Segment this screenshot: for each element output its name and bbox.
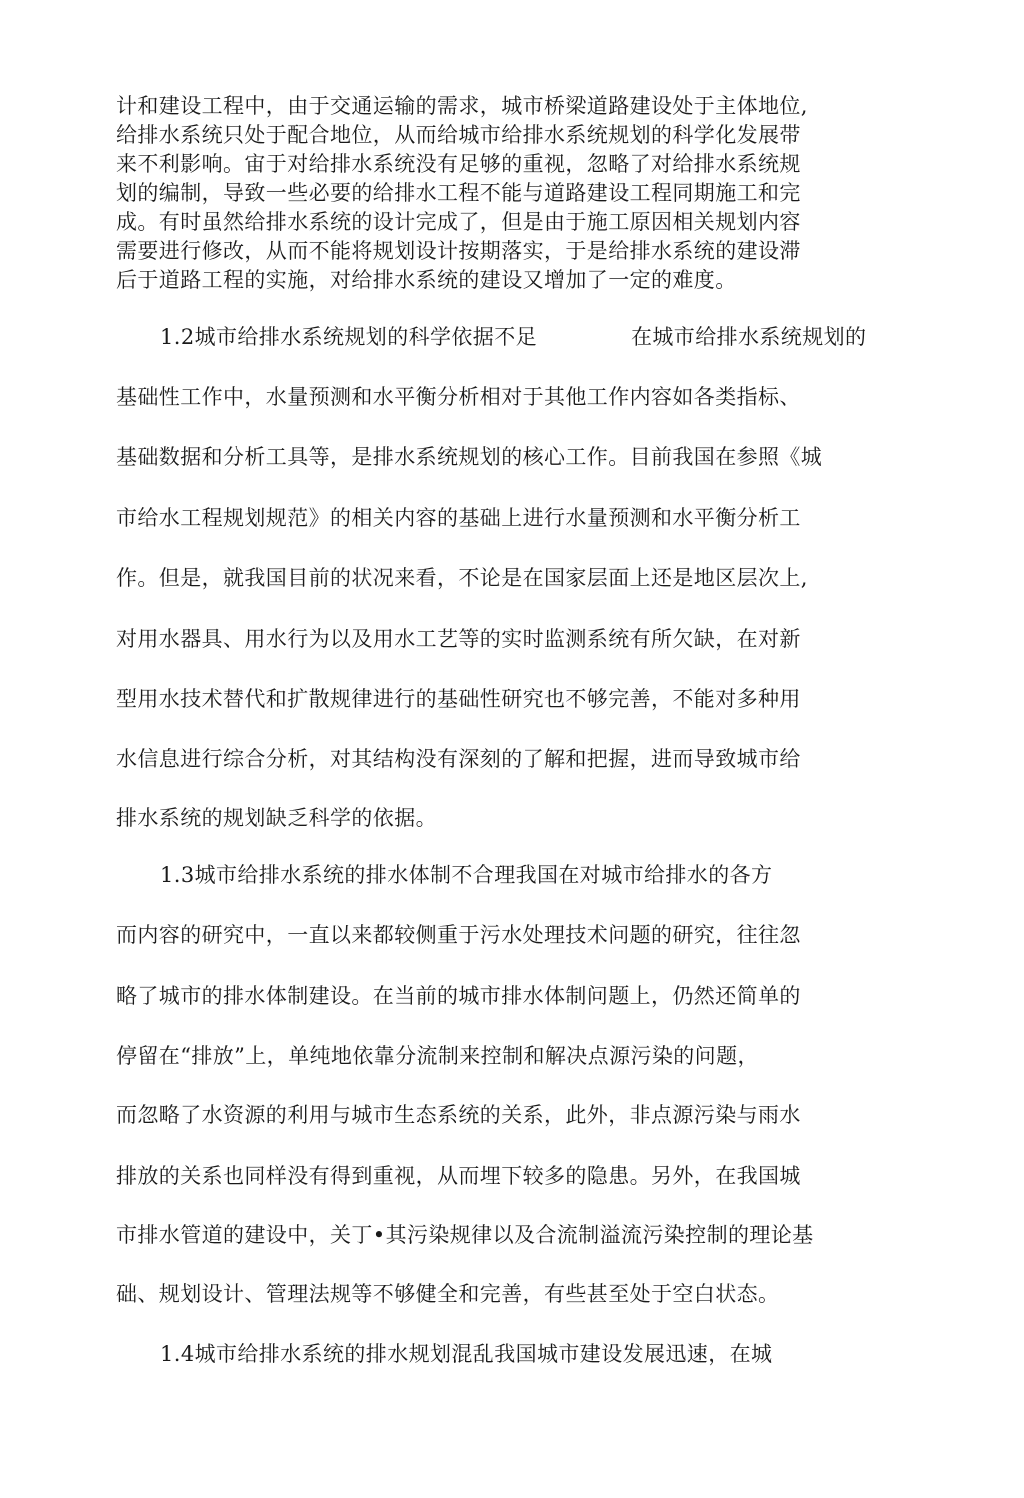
section-heading: 1.2城市给排水系统规划的科学依据不足 [160, 325, 537, 349]
section-heading: 1.3城市给排水系统的排水体制不合理我国在对城市给排水的各方 [160, 863, 773, 887]
paragraph-line: 排放的关系也同样没有得到重视，从而埋下较多的隐患。另外，在我国城 [116, 1164, 801, 1188]
paragraph-line: 而内容的研究中，一直以来都较侧重于污水处理技术问题的研究，往往忽 [116, 923, 801, 947]
paragraph-line: 来不利影响。宙于对给排水系统没有足够的重视，忽略了对给排水系统规 [116, 152, 801, 176]
paragraph-line: 计和建设工程中，由于交通运输的需求，城市桥梁道路建设处于主体地位, [116, 94, 808, 118]
section-heading: 1.4城市给排水系统的排水规划混乱我国城市建设发展迅速，在城 [160, 1342, 773, 1366]
paragraph-line: 划的编制，导致一些必要的给排水工程不能与道路建设工程同期施工和完 [116, 181, 801, 205]
paragraph-line: 作。但是，就我国目前的状况来看，不论是在国家层面上还是地区层次上, [116, 566, 808, 590]
paragraph-line: 水信息进行综合分析，对其结构没有深刻的了解和把握，进而导致城市给 [116, 747, 801, 771]
paragraph-line: 后于道路工程的实施，对给排水系统的建设又增加了一定的难度。 [116, 268, 737, 292]
paragraph-line: 型用水技术替代和扩散规律进行的基础性研究也不够完善，不能对多种用 [116, 687, 801, 711]
paragraph-line: 需要进行修改，从而不能将规划设计按期落实，于是给排水系统的建设滞 [116, 239, 801, 263]
paragraph-line: 基础性工作中，水量预测和水平衡分析相对于其他工作内容如各类指标、 [116, 385, 801, 409]
paragraph-line: 给排水系统只处于配合地位，从而给城市给排水系统规划的科学化发展带 [116, 123, 801, 147]
paragraph-line: 成。有时虽然给排水系统的设计完成了，但是由于施工原因相关规划内容 [116, 210, 801, 234]
heading-continuation: 在城市给排水系统规划的 [631, 325, 867, 349]
paragraph-line: 略了城市的排水体制建设。在当前的城市排水体制问题上，仍然还简单的 [116, 984, 801, 1008]
paragraph-line: 市排水管道的建设中，关丁•其污染规律以及合流制溢流污染控制的理论基 [116, 1223, 814, 1247]
paragraph-line: 基础数据和分析工具等，是排水系统规划的核心工作。目前我国在参照《城 [116, 445, 823, 469]
paragraph-line: 础、规划设计、管理法规等不够健全和完善，有些甚至处于空白状态。 [116, 1282, 780, 1306]
paragraph-line: 停留在“排放”上，单纯地依靠分流制来控制和解决点源污染的问题， [116, 1044, 759, 1068]
paragraph-line: 而忽略了水资源的利用与城市生态系统的关系，此外，非点源污染与雨水 [116, 1103, 801, 1127]
paragraph-line: 市给水工程规划规范》的相关内容的基础上进行水量预测和水平衡分析工 [116, 506, 801, 530]
section-heading-line [160, 324, 866, 350]
paragraph-line: 对用水器具、用水行为以及用水工艺等的实时监测系统有所欠缺，在对新 [116, 627, 801, 651]
paragraph-line: 排水系统的规划缺乏科学的依据。 [116, 806, 437, 830]
